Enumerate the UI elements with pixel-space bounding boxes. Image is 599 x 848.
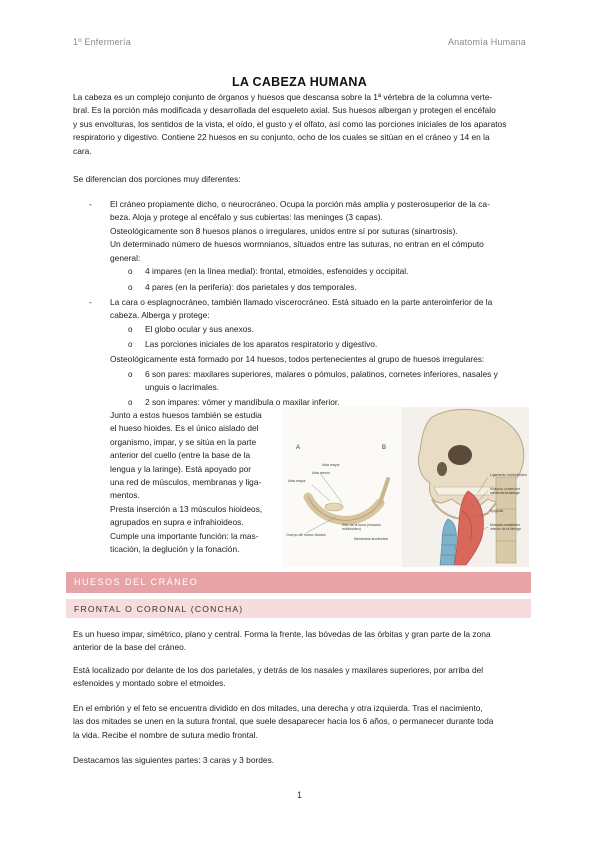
text-line: general:: [110, 252, 141, 263]
intro-line: y sus envolturas, los sentidos de la vista, el oído, el gusto y el olfato, así como las porciones iniciales de los aparatos: [73, 118, 507, 129]
text-line: Presta inserción a 13 músculos hioideos,: [110, 503, 263, 514]
intro-line: La cabeza es un complejo conjunto de órganos y huesos que descansa sobre la 1ª vértebra de la columna verte-: [73, 92, 493, 102]
text-line: 6 son pares: maxilares superiores, malares o pómulos, palatinos, cornetes inferiores, nasales y: [145, 369, 498, 379]
intro-line: respiratorio y digestivo. Contiene 22 huesos en su conjunto, ocho de los cuales se sitúan en el cráneo y 14 en la: [73, 132, 490, 143]
intro-line: bral. Es la porción más modificada y desarrollada del esqueleto axial. Sus huesos albergan y protegen el encéfalo: [73, 105, 496, 116]
neuro-sub-1: 4 impares (en la línea medial): frontal, etmoides, esfenoides y occipital.: [145, 266, 409, 276]
text-line: una red de músculos, membranas y liga-: [110, 477, 262, 488]
figure-label: Asta mayor: [322, 463, 340, 467]
subsection-header-frontal: [66, 599, 531, 618]
text-line: Junto a estos huesos también se estudia: [110, 410, 262, 420]
subsection-title: FRONTAL O CORONAL (CONCHA): [74, 604, 244, 614]
text-line: Un determinado número de huesos wormnianos, situados entre las suturas, no entran en el cómputo: [110, 239, 484, 250]
text-line: la vida. Recibe el nombre de sutura medio frontal.: [73, 729, 258, 740]
bullet-circle: o: [128, 325, 133, 334]
figure-label: Músculo constrictor inferior de la faringe: [490, 523, 521, 531]
hyoid-anatomy-figure: [282, 407, 529, 567]
text-line: esfenoides y montado sobre el etmoides.: [73, 678, 226, 689]
figure-label: Epiglotis: [490, 509, 504, 513]
figure-label: Asta mayor: [288, 479, 306, 483]
page-number: 1: [296, 790, 302, 800]
section-title: HUESOS DEL CRÁNEO: [74, 577, 199, 587]
visc-sub-1: El globo ocular y sus anexos.: [145, 324, 254, 334]
hyoid-paragraph: [110, 409, 274, 556]
intro-paragraph: [73, 91, 528, 158]
text-line: lengua y la laringe). Está apoyado por: [110, 463, 252, 474]
neurocranium-block: [110, 198, 528, 265]
neuro-sub-2: 4 pares (en la periferia): dos parietales y dos temporales.: [145, 282, 357, 292]
visc-sub-3: [145, 368, 528, 395]
figure-label: Membrana tirohioidea: [354, 537, 388, 541]
text-line: Está localizado por delante de los dos parietales, y detrás de los nasales y maxilares superiores, por arriba del: [73, 665, 484, 675]
text-line: agrupados en supra e infrahioideos.: [110, 517, 244, 528]
text-line: organismo, impar, y se sitúa en la parte: [110, 436, 257, 447]
visc-sub-4: 2 son impares: vómer y mandíbula o maxilar inferior.: [145, 397, 340, 407]
section-header-skull-bones: [66, 572, 531, 593]
figure-label-b: B: [382, 445, 387, 451]
figure-label: Músculo constrictor medio de la faringe: [490, 487, 521, 495]
text-line: las dos mitades se unen en la sutura frontal, que suele desaparecer hacia los 6 años, o permanecer durante toda: [73, 716, 494, 727]
text-line: anterior de la base del cráneo.: [73, 642, 187, 653]
visc-sub-2: Las porciones iniciales de los aparatos respiratorio y digestivo.: [145, 339, 378, 349]
frontal-paragraph-1: [73, 628, 528, 655]
intro-line: cara.: [73, 145, 92, 156]
figure-label: Cuerpo del hueso hioides: [286, 533, 326, 537]
figure-label: Ligamento estilohioideo: [490, 473, 527, 477]
text-line: unguis o lacrimales.: [145, 382, 220, 393]
viscerocranium-block: [110, 296, 528, 323]
bullet-circle: o: [128, 340, 133, 349]
bullet-circle: o: [128, 283, 133, 292]
text-line: ticación, la deglución y la fonación.: [110, 544, 240, 555]
figure-label: Asta menor: [312, 471, 330, 475]
text-line: el hueso hioides. Es el único aislado del: [110, 423, 259, 434]
bullet-dash: -: [89, 199, 92, 209]
differentiation-text: Se diferencian dos porciones muy diferentes:: [73, 174, 241, 184]
bullet-circle: o: [128, 267, 133, 276]
frontal-paragraph-2: [73, 664, 528, 691]
text-line: El cráneo propiamente dicho, o neurocráneo. Ocupa la porción más amplia y posterosuperior de la ca-: [110, 199, 490, 209]
text-line: La cara o esplagnocráneo, también llamado viscerocráneo. Está situado en la parte anteroinferior de la: [110, 297, 493, 307]
header-subject: Anatomía Humana: [447, 37, 526, 47]
text-line: Cumple una importante función: la mas-: [110, 530, 259, 541]
bullet-dash: -: [89, 297, 92, 307]
text-line: anterior del cuello (entre la base de la: [110, 450, 251, 461]
text-line: mentos.: [110, 490, 140, 501]
header-course: 1º Enfermería: [73, 37, 131, 47]
bullet-circle: o: [128, 370, 133, 379]
page-title: LA CABEZA HUMANA: [231, 75, 368, 89]
figure-label: Sitio de la boca (músculo milohioideo): [342, 523, 382, 531]
frontal-paragraph-4: Destacamos las siguientes partes: 3 caras y 3 bordes.: [73, 755, 275, 765]
visc-osteology: Osteológicamente está formado por 14 huesos, todos pertenecientes al grupo de huesos irregulares:: [110, 354, 485, 364]
text-line: En el embrión y el feto se encuentra dividido en dos mitades, una derecha y otra izquierda. Tras el nacimiento,: [73, 703, 483, 713]
text-line: Es un hueso impar, simétrico, plano y central. Forma la frente, las bóvedas de las órbitas y gran parte de la zona: [73, 629, 491, 639]
frontal-paragraph-3: [73, 702, 528, 742]
text-line: beza. Aloja y protege al encéfalo y sus cubiertas: las meninges (3 capas).: [110, 212, 383, 223]
figure-label-a: A: [296, 445, 301, 451]
bullet-circle: o: [128, 398, 133, 407]
text-line: cabeza. Alberga y protege:: [110, 310, 210, 321]
text-line: Osteológicamente son 8 huesos planos o irregulares, unidos entre sí por suturas (sinartrosis).: [110, 225, 458, 236]
